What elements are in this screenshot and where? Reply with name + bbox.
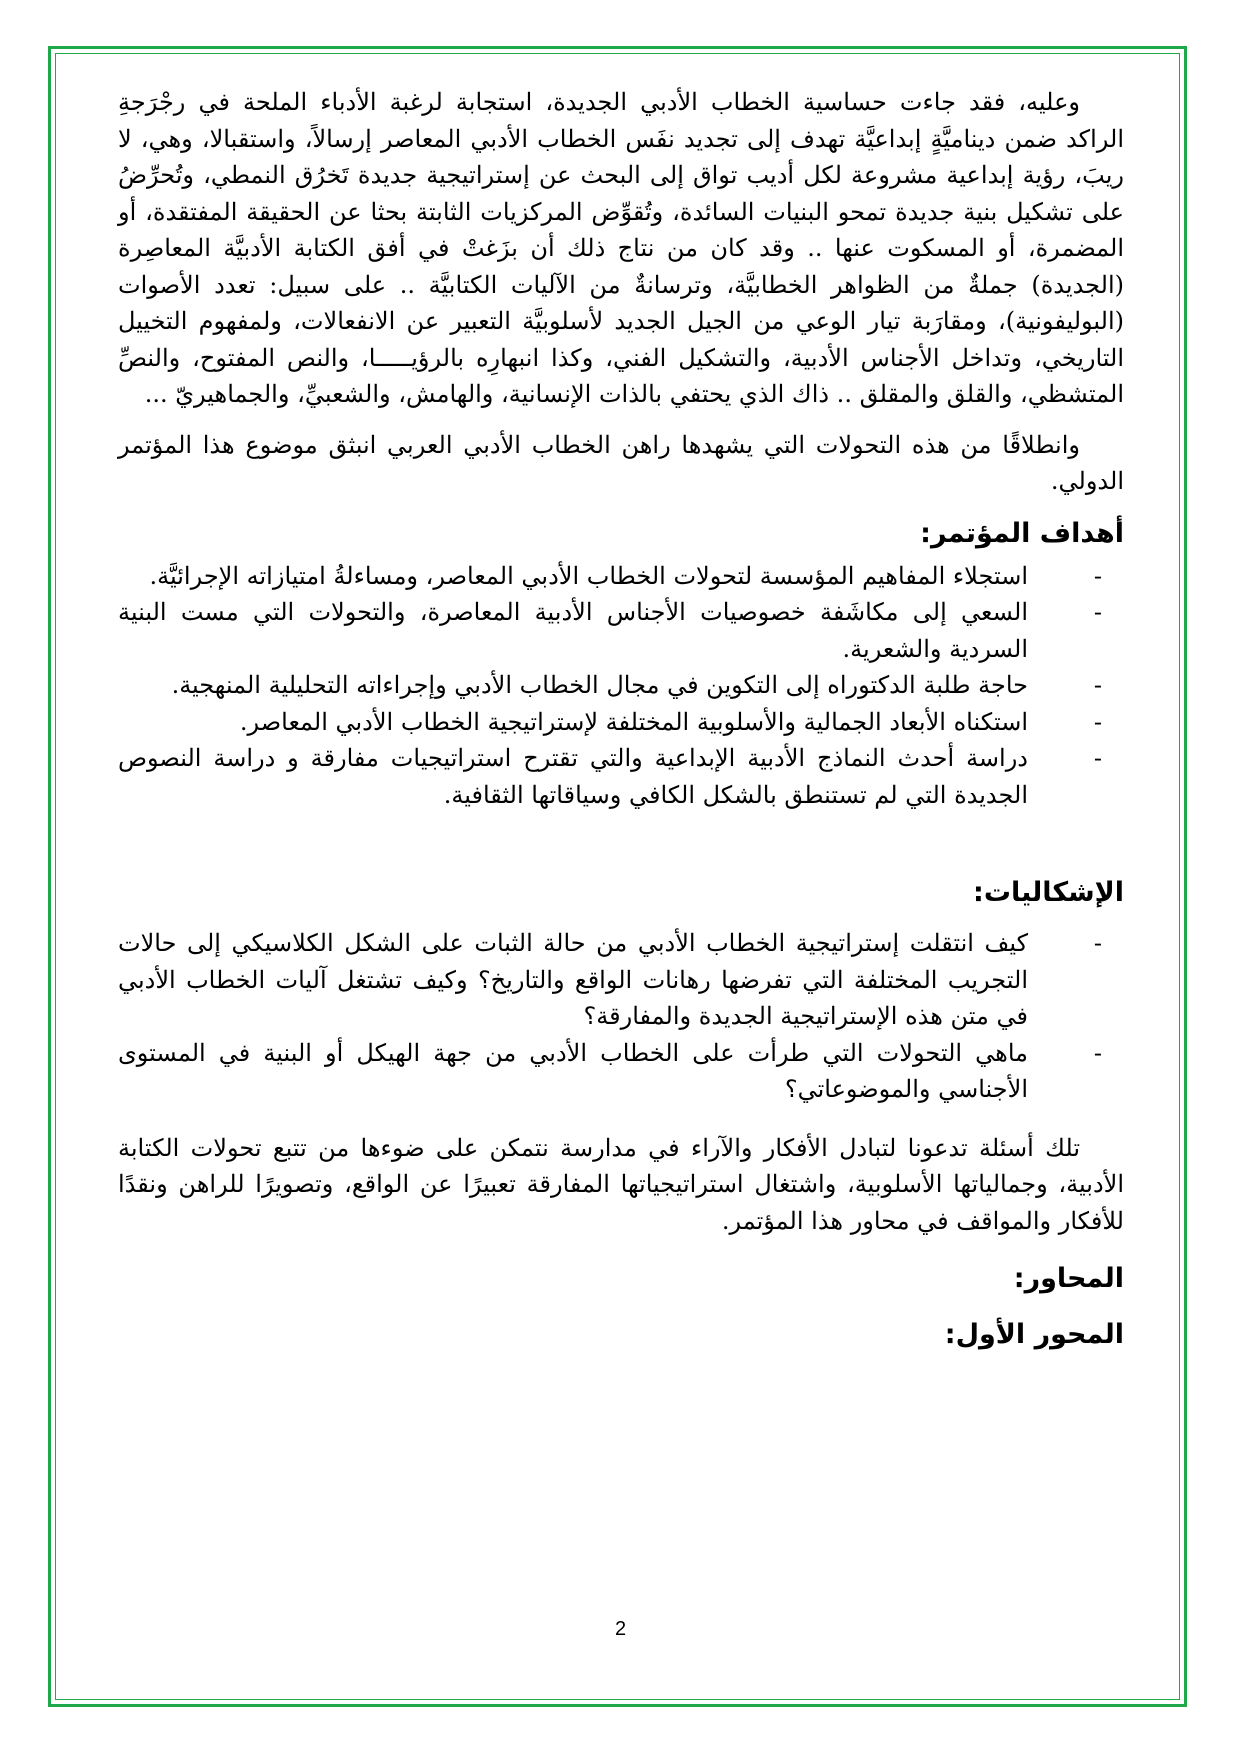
list-item bbox=[118, 925, 1124, 1035]
intro-paragraph-1: وعليه، فقد جاءت حساسية الخطاب الأدبي الجديدة، استجابة لرغبة الأدباء الملحة في رجْرَجةِ الراكد ضمن ديناميَّةٍ إبداعيَّة تهدف إلى تجديد نفَس الخطاب الأدبي المعاصر إرسالاً، واستقبالا، وهي، لا ريبَ، رؤية إبداعية مشروعة لكل أديب تواق إلى البحث عن إستراتيجية جديدة تَخرُق النمطي، وتُحرِّضُ على تشكيل بنية جديدة تمحو البنيات السائدة، وتُقوِّض المركزيات الثابتة بحثا عن الحقيقة المفتقدة، أو المضمرة، أو المسكوت عنها .. وقد كان من نتاج ذلك أن بزَغتْ في أفق الكتابة الأدبيَّة المعاصِرة (الجديدة) جملةٌ من الظواهر الخطابيَّة، وترسانةٌ من الآليات الكتابيَّة .. على سبيل: تعدد الأصوات (البوليفونية)، ومقارَبة تيار الوعي من الجيل الجديد لأسلوبيَّة التعبير عن الانفعالات، ولمفهوم التخييل التاريخي، وتداخل الأجناس الأدبية، والتشكيل الفني، وكذا انبهارِه بالرؤيـــــا، والنص المفتوح، والنصِّ المتشظي، والقلق والمقلق .. ذاك الذي يحتفي بالذات الإنسانية، والهامش، والشعبيِّ، والجماهيريّ ... bbox=[118, 88, 1124, 408]
goal-text: دراسة أحدث النماذج الأدبية الإبداعية والتي تقترح استراتيجيات مفارقة و دراسة النصوص الجديدة التي لم تستنطق بالشكل الكافي وسياقاتها الثقافية. bbox=[118, 744, 1028, 809]
problems-heading: الإشكاليات: bbox=[973, 877, 1124, 908]
problem-text: كيف انتقلت إستراتيجية الخطاب الأدبي من حالة الثبات على الشكل الكلاسيكي إلى حالات التجريب المختلفة التي تفرضها رهانات الواقع والتاريخ؟ وكيف تشتغل آليات الخطاب الأدبي في متن هذه الإستراتيجية الجديدة والمفارقة؟ bbox=[118, 929, 1028, 1030]
bullet-dash: - bbox=[1093, 561, 1102, 590]
goal-text: السعي إلى مكاشَفة خصوصيات الأجناس الأدبية المعاصرة، والتحولات التي مست البنية السردية والشعرية. bbox=[118, 598, 1028, 663]
axes-heading: المحاور: bbox=[1013, 1263, 1124, 1294]
bullet-dash: - bbox=[1093, 1038, 1102, 1067]
bullet-dash: - bbox=[1093, 707, 1102, 736]
list-item bbox=[118, 740, 1124, 813]
list-item bbox=[118, 558, 1124, 595]
bullet-dash: - bbox=[1093, 598, 1102, 626]
closing-paragraph: تلك أسئلة تدعونا لتبادل الأفكار والآراء في مدارسة نتمكن على ضوءها من تتبع تحولات الكتابة الأدبية، وجمالياتها الأسلوبية، واشتغال استراتيجياتها المفارقة تعبيرًا عن الواقع، وتصويرًا للراهن ونقدًا للأفكار والمواقف في محاور هذا المؤتمر. bbox=[118, 1133, 1124, 1235]
first-axis-heading: المحور الأول: bbox=[944, 1319, 1124, 1350]
bullet-dash: - bbox=[1093, 671, 1102, 699]
problem-text: ماهي التحولات التي طرأت على الخطاب الأدبي من جهة الهيكل أو البنية في المستوى الأجناسي والموضوعاتي؟ bbox=[118, 1038, 1028, 1103]
goal-text: حاجة طلبة الدكتوراه إلى التكوين في مجال الخطاب الأدبي وإجراءاته التحليلية المنهجية. bbox=[171, 671, 1028, 699]
problems-list bbox=[118, 925, 1124, 1108]
goals-list bbox=[118, 558, 1124, 814]
bullet-dash: - bbox=[1093, 929, 1102, 957]
goals-heading: أهداف المؤتمر: bbox=[920, 517, 1124, 549]
list-item bbox=[118, 667, 1124, 704]
goal-text: استجلاء المفاهيم المؤسسة لتحولات الخطاب الأدبي المعاصر، ومساءلةُ امتيازاته الإجرائيَّة. bbox=[149, 561, 1028, 590]
document-body bbox=[118, 84, 1124, 1355]
bullet-dash: - bbox=[1093, 744, 1102, 772]
goal-text: استكناه الأبعاد الجمالية والأسلوبية المختلفة لإستراتيجية الخطاب الأدبي المعاصر. bbox=[239, 707, 1028, 736]
list-item bbox=[118, 704, 1124, 741]
intro-paragraph-2: وانطلاقًا من هذه التحولات التي يشهدها راهن الخطاب الأدبي العربي انبثق موضوع هذا المؤتمر الدولي. bbox=[118, 430, 1124, 495]
page-number: 2 bbox=[614, 1618, 627, 1640]
list-item bbox=[118, 1035, 1124, 1108]
list-item bbox=[118, 594, 1124, 667]
